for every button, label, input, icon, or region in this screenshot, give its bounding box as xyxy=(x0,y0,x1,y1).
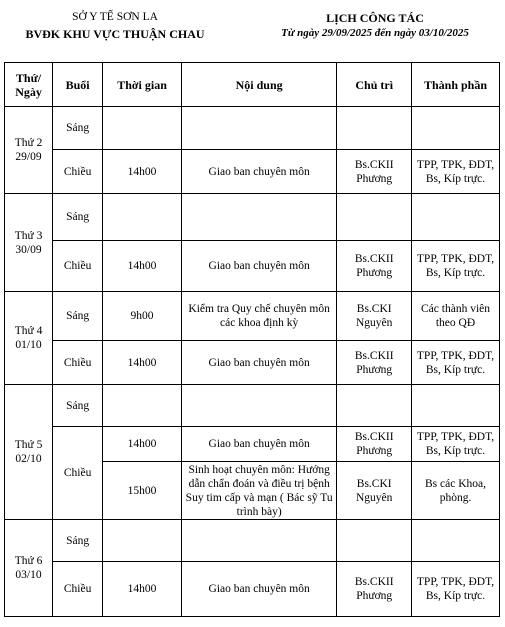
time-cell: 9h00 xyxy=(103,292,182,341)
members-cell: TPP, TPK, ĐDT, Bs, Kíp trực. xyxy=(412,241,500,292)
content-cell: Giao ban chuyên môn xyxy=(181,241,336,292)
table-row xyxy=(5,194,500,241)
col-header-members: Thành phần xyxy=(412,63,500,107)
content-cell: Giao ban chuyên môn xyxy=(181,341,336,385)
time-cell xyxy=(103,107,182,150)
content-cell xyxy=(181,385,336,427)
members-cell xyxy=(412,194,500,241)
time-cell: 15h00 xyxy=(103,462,182,520)
day-cell: Thứ 3 30/09 xyxy=(5,194,53,292)
members-cell: TPP, TPK, ĐDT, Bs, Kíp trực. xyxy=(412,150,500,194)
session-cell: Sáng xyxy=(53,107,103,150)
session-cell: Chiều xyxy=(53,341,103,385)
document-header xyxy=(0,0,505,62)
table-row xyxy=(5,385,500,427)
host-cell: Bs.CKII Phương xyxy=(337,150,412,194)
time-cell: 14h00 xyxy=(103,341,182,385)
time-cell: 14h00 xyxy=(103,150,182,194)
time-cell xyxy=(103,520,182,562)
day-cell: Thứ 5 02/10 xyxy=(5,385,53,520)
host-cell: Bs.CKII Phương xyxy=(337,427,412,462)
content-cell: Giao ban chuyên môn xyxy=(181,150,336,194)
table-row xyxy=(5,341,500,385)
members-cell: Các thành viên theo QĐ xyxy=(412,292,500,341)
table-row xyxy=(5,427,500,462)
members-cell: Bs các Khoa, phòng. xyxy=(412,462,500,520)
host-cell: Bs.CKII Phương xyxy=(337,241,412,292)
table-header-row xyxy=(5,63,500,107)
org-line1: SỞ Y TẾ SƠN LA xyxy=(72,11,158,23)
time-cell: 14h00 xyxy=(103,427,182,462)
host-cell xyxy=(337,520,412,562)
host-cell xyxy=(337,385,412,427)
content-cell: Giao ban chuyên môn xyxy=(181,562,336,617)
table-row xyxy=(5,241,500,292)
session-cell: Chiều xyxy=(53,562,103,617)
host-cell: Bs.CKI Nguyên xyxy=(337,462,412,520)
session-cell: Sáng xyxy=(53,385,103,427)
content-cell xyxy=(181,107,336,150)
day-cell: Thứ 6 03/10 xyxy=(5,520,53,617)
members-cell: TPP, TPK, ĐDT, Bs, Kíp trực. xyxy=(412,427,500,462)
members-cell xyxy=(412,107,500,150)
time-cell: 14h00 xyxy=(103,562,182,617)
host-cell: Bs.CKII Phương xyxy=(337,341,412,385)
col-header-session: Buổi xyxy=(53,63,103,107)
host-cell xyxy=(337,107,412,150)
col-header-day: Thứ/ Ngày xyxy=(5,63,53,107)
table-row xyxy=(5,520,500,562)
col-header-time: Thời gian xyxy=(103,63,182,107)
content-cell xyxy=(181,520,336,562)
content-cell: Kiểm tra Quy chế chuyên môn các khoa định kỳ xyxy=(181,292,336,341)
session-cell: Chiều xyxy=(53,241,103,292)
time-cell: 14h00 xyxy=(103,241,182,292)
table-row xyxy=(5,562,500,617)
doc-title: LỊCH CÔNG TÁC xyxy=(326,11,424,25)
host-cell: Bs.CKI Nguyên xyxy=(337,292,412,341)
content-cell xyxy=(181,194,336,241)
time-cell xyxy=(103,385,182,427)
members-cell: TPP, TPK, ĐDT, Bs, Kíp trực. xyxy=(412,562,500,617)
session-cell: Sáng xyxy=(53,292,103,341)
members-cell xyxy=(412,520,500,562)
org-line2: BVĐK KHU VỰC THUẬN CHAU xyxy=(25,27,205,41)
content-cell: Sinh hoạt chuyên môn: Hướng dẫn chẩn đoán và điều trị bệnh Suy tim cấp và mạn ( Bác sỹ Tu trình bày) xyxy=(181,462,336,520)
day-cell: Thứ 2 29/09 xyxy=(5,107,53,194)
session-cell: Chiều xyxy=(53,150,103,194)
session-cell: Sáng xyxy=(53,520,103,562)
table-row xyxy=(5,107,500,150)
col-header-host: Chủ trì xyxy=(337,63,412,107)
schedule-table xyxy=(4,62,500,617)
host-cell xyxy=(337,194,412,241)
content-cell: Giao ban chuyên môn xyxy=(181,427,336,462)
day-cell: Thứ 4 01/10 xyxy=(5,292,53,385)
table-row xyxy=(5,150,500,194)
table-row xyxy=(5,292,500,341)
session-cell: Sáng xyxy=(53,194,103,241)
session-cell: Chiều xyxy=(53,427,103,520)
date-range: Từ ngày 29/09/2025 đến ngày 03/10/2025 xyxy=(281,27,469,39)
host-cell: Bs.CKII Phương xyxy=(337,562,412,617)
col-header-content: Nội dung xyxy=(181,63,336,107)
time-cell xyxy=(103,194,182,241)
members-cell xyxy=(412,385,500,427)
members-cell: TPP, TPK, ĐDT, Bs, Kíp trực. xyxy=(412,341,500,385)
